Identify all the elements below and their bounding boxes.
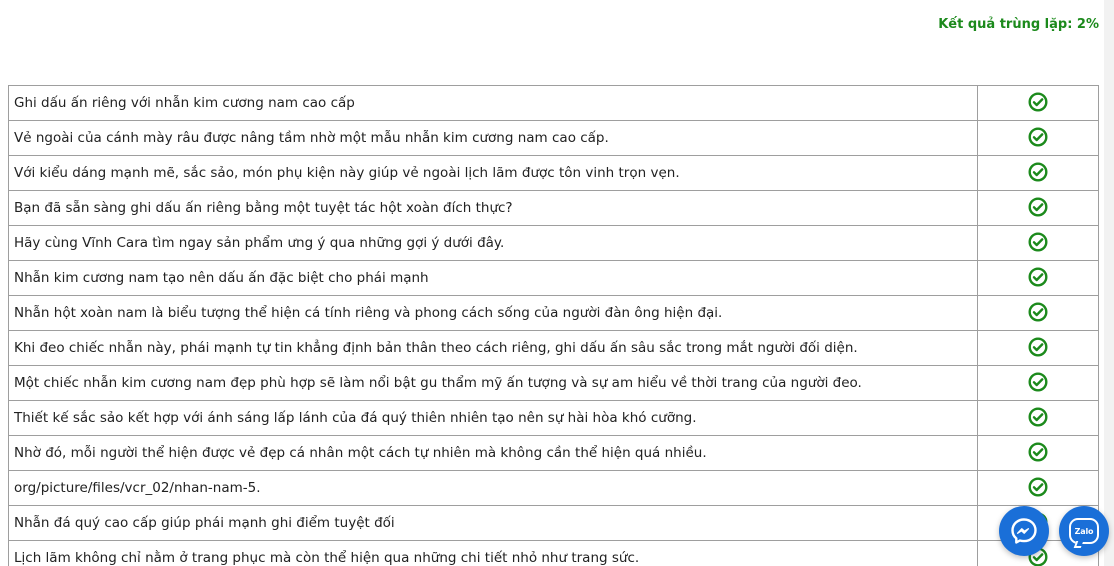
status-cell (978, 331, 1099, 366)
status-cell (978, 366, 1099, 401)
check-circle-icon (1028, 267, 1048, 287)
table-row (9, 506, 1099, 541)
status-cell (978, 401, 1099, 436)
table-row (9, 366, 1099, 401)
sentence-text: Thiết kế sắc sảo kết hợp với ánh sáng lấp lánh của đá quý thiên nhiên tạo nên sự hài hòa khó cưỡng. (9, 401, 978, 436)
check-circle-icon (1028, 197, 1048, 217)
table-row (9, 226, 1099, 261)
status-cell (978, 471, 1099, 506)
zalo-label: Zalo (1074, 526, 1094, 536)
sentence-text: Lịch lãm không chỉ nằm ở trang phục mà còn thể hiện qua những chi tiết nhỏ như trang sức. (9, 541, 978, 566)
sentence-text: Khi đeo chiếc nhẫn này, phái mạnh tự tin khẳng định bản thân theo cách riêng, ghi dấu ấn sâu sắc trong mắt người đối diện. (9, 331, 978, 366)
sentence-text: Với kiểu dáng mạnh mẽ, sắc sảo, món phụ kiện này giúp vẻ ngoài lịch lãm được tôn vinh trọn vẹn. (9, 156, 978, 191)
status-cell (978, 261, 1099, 296)
check-circle-icon (1028, 302, 1048, 322)
table-row (9, 331, 1099, 366)
table-row (9, 436, 1099, 471)
sentence-text: Hãy cùng Vĩnh Cara tìm ngay sản phẩm ưng ý qua những gợi ý dưới đây. (9, 226, 978, 261)
messenger-chat-button[interactable] (999, 506, 1049, 556)
sentence-text: Ghi dấu ấn riêng với nhẫn kim cương nam cao cấp (9, 86, 978, 121)
sentence-text: Nhờ đó, mỗi người thể hiện được vẻ đẹp cá nhân một cách tự nhiên mà không cần thể hiện quá nhiều. (9, 436, 978, 471)
duplicate-result-summary: Kết quả trùng lặp: 2% (938, 17, 1099, 32)
check-circle-icon (1028, 162, 1048, 182)
sentence-text: Bạn đã sẵn sàng ghi dấu ấn riêng bằng một tuyệt tác hột xoàn đích thực? (9, 191, 978, 226)
status-cell (978, 86, 1099, 121)
check-circle-icon (1028, 127, 1048, 147)
check-circle-icon (1028, 92, 1048, 112)
table-row (9, 401, 1099, 436)
sentence-text: org/picture/files/vcr_02/nhan-nam-5. (9, 471, 978, 506)
table-row (9, 261, 1099, 296)
table-row (9, 296, 1099, 331)
zalo-chat-button[interactable] (1059, 506, 1109, 556)
results-table-body (9, 86, 1099, 566)
table-row (9, 191, 1099, 226)
status-cell (978, 226, 1099, 261)
check-circle-icon (1028, 337, 1048, 357)
table-row (9, 121, 1099, 156)
status-cell (978, 191, 1099, 226)
sentence-text: Nhẫn kim cương nam tạo nên dấu ấn đặc biệt cho phái mạnh (9, 261, 978, 296)
status-cell (978, 296, 1099, 331)
check-circle-icon (1028, 442, 1048, 462)
table-row (9, 86, 1099, 121)
messenger-icon (1010, 517, 1038, 545)
results-table (8, 85, 1099, 566)
scrollbar-track[interactable] (1104, 0, 1114, 566)
sentence-text: Nhẫn hột xoàn nam là biểu tượng thể hiện cá tính riêng và phong cách sống của người đàn ông hiện đại. (9, 296, 978, 331)
status-cell (978, 121, 1099, 156)
check-circle-icon (1028, 372, 1048, 392)
check-circle-icon (1028, 232, 1048, 252)
zalo-icon (1069, 518, 1099, 544)
table-row (9, 156, 1099, 191)
table-row (9, 541, 1099, 566)
status-cell (978, 436, 1099, 471)
status-cell (978, 156, 1099, 191)
results-table-container (8, 85, 1099, 566)
sentence-text: Một chiếc nhẫn kim cương nam đẹp phù hợp sẽ làm nổi bật gu thẩm mỹ ấn tượng và sự am hiểu về thời trang của người đeo. (9, 366, 978, 401)
sentence-text: Vẻ ngoài của cánh mày râu được nâng tầm nhờ một mẫu nhẫn kim cương nam cao cấp. (9, 121, 978, 156)
sentence-text: Nhẫn đá quý cao cấp giúp phái mạnh ghi điểm tuyệt đối (9, 506, 978, 541)
table-row (9, 471, 1099, 506)
check-circle-icon (1028, 477, 1048, 497)
check-circle-icon (1028, 407, 1048, 427)
